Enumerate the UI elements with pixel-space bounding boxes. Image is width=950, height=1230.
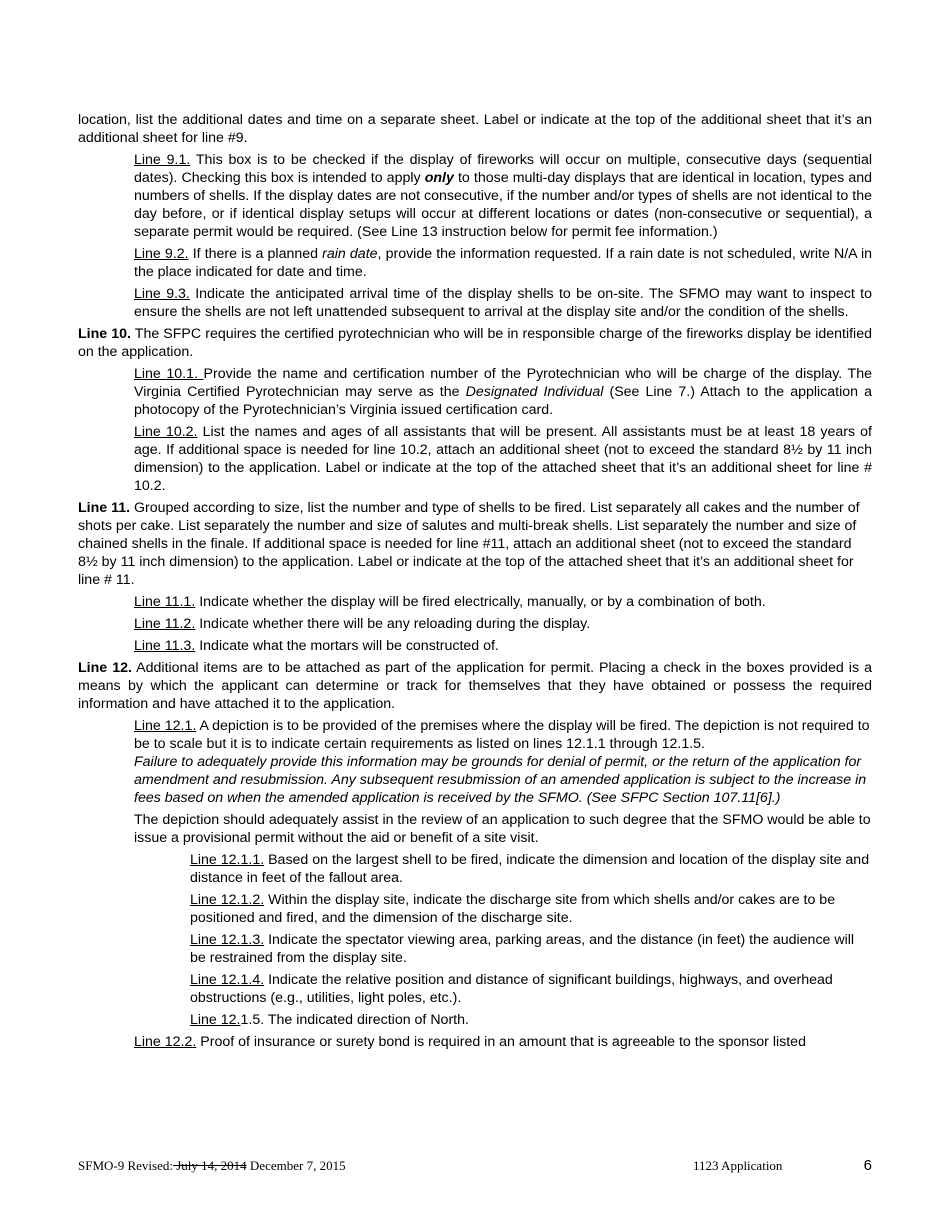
line-12-1-note-text: The depiction should adequately assist in the review of an application to such degree that the SFMO would be able to issue a provisional permit without the aid or benefit of a site visit. bbox=[134, 812, 871, 846]
line-12-2-label: Line 12.2. bbox=[134, 1034, 197, 1050]
line-12-1-1-label: Line 12.1.1. bbox=[190, 852, 265, 868]
line-10-1-text-b: (See Line 7.) Attach to the application a photocopy of the Pyrotechnician’s Virginia issued certification card. bbox=[134, 384, 872, 418]
line-12-1-4-text: Indicate the relative position and distance of significant buildings, highways, and overhead obstructions (e.g., utilities, light poles, etc.). bbox=[190, 972, 833, 1006]
line-10-2-text: List the names and ages of all assistants that will be present. All assistants must be at least 18 years of age. If additional space is needed for line 10.2, attach an additional sheet (not to exceed the standard 8½ by 11 inch dimension) to the application. Label or indicate at the top of the attached sheet that it’s an additional sheet for line # 10.2. bbox=[134, 424, 872, 494]
line-9-3-label: Line 9.3. bbox=[134, 286, 190, 302]
line-9-3-text: Indicate the anticipated arrival time of the display shells to be on-site. The SFMO may want to inspect to ensure the shells are not left unattended subsequent to arrival at the display site and/or the condition of the shells. bbox=[134, 286, 872, 320]
line-12-paragraph bbox=[78, 659, 872, 713]
line-10-1-emphasis: Designated Individual bbox=[465, 384, 604, 400]
page-number: 6 bbox=[863, 1157, 872, 1174]
page-footer bbox=[78, 1158, 872, 1176]
line-11-3-label: Line 11.3. bbox=[134, 638, 196, 654]
footer-application-name: 1123 Application bbox=[693, 1158, 783, 1173]
line-9-2-paragraph bbox=[134, 245, 872, 281]
line-10-paragraph bbox=[78, 325, 872, 361]
line-12-1-2-text: Within the display site, indicate the discharge site from which shells and/or cakes are to be positioned and fired, and the dimension of the discharge site. bbox=[190, 892, 836, 926]
line-10-1-label: Line 10.1. bbox=[134, 366, 204, 382]
line-11-paragraph bbox=[78, 499, 872, 589]
line-10-1-paragraph bbox=[134, 365, 872, 419]
line-11-1-label: Line 11.1. bbox=[134, 594, 196, 610]
line-12-1-5-label: Line 12. bbox=[190, 1012, 241, 1028]
line-11-text: Grouped according to size, list the number and type of shells to be fired. List separately all cakes and the number of shots per cake. List separately the number and size of salutes and multi-break shells. List separately the number and size of chained shells in the finale. If additional space is needed for line #11, attach an additional sheet (not to exceed the standard 8½ by 11 inch dimension) to the application. Label or indicate at the top of the attached sheet that it’s an additional sheet for line # 11. bbox=[78, 500, 860, 588]
footer-form-revised: SFMO-9 Revised: bbox=[78, 1158, 173, 1173]
line-11-2-label: Line 11.2. bbox=[134, 616, 196, 632]
line-10-label: Line 10. bbox=[78, 326, 131, 342]
line-12-1-3-paragraph bbox=[190, 931, 872, 967]
line-12-1-text: A depiction is to be provided of the premises where the display will be fired. The depiction is not required to be to scale but it is to indicate certain requirements as listed on lines 12.1.1 through 12.1.5. bbox=[134, 718, 870, 752]
line-9-2-text-a: If there is a planned bbox=[188, 246, 323, 262]
line-10-text: The SFPC requires the certified pyrotechnician who will be in responsible charge of the fireworks display be identified on the application. bbox=[78, 326, 872, 360]
line-11-3-text: Indicate what the mortars will be constructed of. bbox=[195, 638, 499, 654]
line-12-2-text: Proof of insurance or surety bond is required in an amount that is agreeable to the sponsor listed bbox=[196, 1034, 806, 1050]
line-12-1-1-text: Based on the largest shell to be fired, indicate the dimension and location of the display site and distance in feet of the fallout area. bbox=[190, 852, 870, 886]
line-11-3-paragraph bbox=[134, 637, 872, 655]
line-9-1-text-b: to those multi-day displays that are identical in location, types and numbers of shells. If the display dates are not consecutive, if the number and/or types of shells are not identical to the day before, or if identical display setups will occur at different locations or dates (non-consecutive or sequential), a separate permit would be required. (See Line 13 instruction below for permit fee information.) bbox=[134, 170, 873, 240]
page-body bbox=[78, 111, 872, 1055]
line-9-2-label: Line 9.2. bbox=[134, 246, 189, 262]
line-12-1-2-paragraph bbox=[190, 891, 872, 927]
line-12-1-label: Line 12.1. bbox=[134, 718, 197, 734]
line-9-1-paragraph bbox=[134, 151, 872, 241]
line-11-label: Line 11. bbox=[78, 500, 131, 516]
line-11-2-paragraph bbox=[134, 615, 872, 633]
line-11-1-paragraph bbox=[134, 593, 872, 611]
line-9-3-paragraph bbox=[134, 285, 872, 321]
footer-revision bbox=[78, 1158, 346, 1174]
line-9-1-label: Line 9.1. bbox=[134, 152, 191, 168]
line-12-1-3-label: Line 12.1.3. bbox=[190, 932, 265, 948]
line-12-1-3-text: Indicate the spectator viewing area, parking areas, and the distance (in feet) the audience will be restrained from the display site. bbox=[190, 932, 855, 966]
footer-old-date: July 14, 2014 bbox=[172, 1158, 247, 1173]
line-9-1-text-a: This box is to be checked if the display of fireworks will occur on multiple, consecutive days (sequential dates). Checking this box is intended to apply bbox=[134, 152, 872, 186]
line-10-2-paragraph bbox=[134, 423, 872, 495]
line-12-1-4-paragraph bbox=[190, 971, 872, 1007]
line-12-1-2-label: Line 12.1.2. bbox=[190, 892, 265, 908]
line-12-1-4-label: Line 12.1.4. bbox=[190, 972, 265, 988]
intro-paragraph bbox=[78, 111, 872, 147]
intro-text: location, list the additional dates and time on a separate sheet. Label or indicate at the top of the additional sheet that it’s an additional sheet for line #9. bbox=[78, 112, 872, 146]
line-9-2-emphasis: rain date bbox=[322, 246, 378, 262]
line-12-1-1-paragraph bbox=[190, 851, 872, 887]
footer-new-date: December 7, 2015 bbox=[246, 1158, 346, 1173]
line-12-2-paragraph bbox=[134, 1033, 872, 1051]
line-10-2-label: Line 10.2. bbox=[134, 424, 198, 440]
line-9-2-text-b: , provide the information requested. If a rain date is not scheduled, write N/A in the place indicated for date and time. bbox=[134, 246, 873, 280]
line-12-1-paragraph bbox=[134, 717, 872, 807]
line-11-1-text: Indicate whether the display will be fired electrically, manually, or by a combination of both. bbox=[195, 594, 766, 610]
line-12-1-5-paragraph bbox=[190, 1011, 872, 1029]
line-12-label: Line 12. bbox=[78, 660, 132, 676]
line-9-1-emphasis: only bbox=[424, 170, 454, 186]
line-12-1-5-text: 1.5. The indicated direction of North. bbox=[240, 1012, 469, 1028]
line-12-1-warning: Failure to adequately provide this information may be grounds for denial of permit, or the return of the application for amendment and resubmission. Any subsequent resubmission of an amended application is subject to the increase in fees based on when the amended application is received by the SFMO. (See SFPC Section 107.11[6].) bbox=[134, 754, 867, 806]
line-12-text: Additional items are to be attached as part of the application for permit. Placing a check in the boxes provided is a means by which the applicant can determine or track for themselves that they have obtained or possess the required information and have attached it to the application. bbox=[78, 660, 872, 712]
line-11-2-text: Indicate whether there will be any reloading during the display. bbox=[195, 616, 591, 632]
line-10-1-text-a: Provide the name and certification number of the Pyrotechnician who will be charge of the display. The Virginia Certified Pyrotechnician may serve as the bbox=[134, 366, 872, 400]
line-12-1-note bbox=[134, 811, 872, 847]
